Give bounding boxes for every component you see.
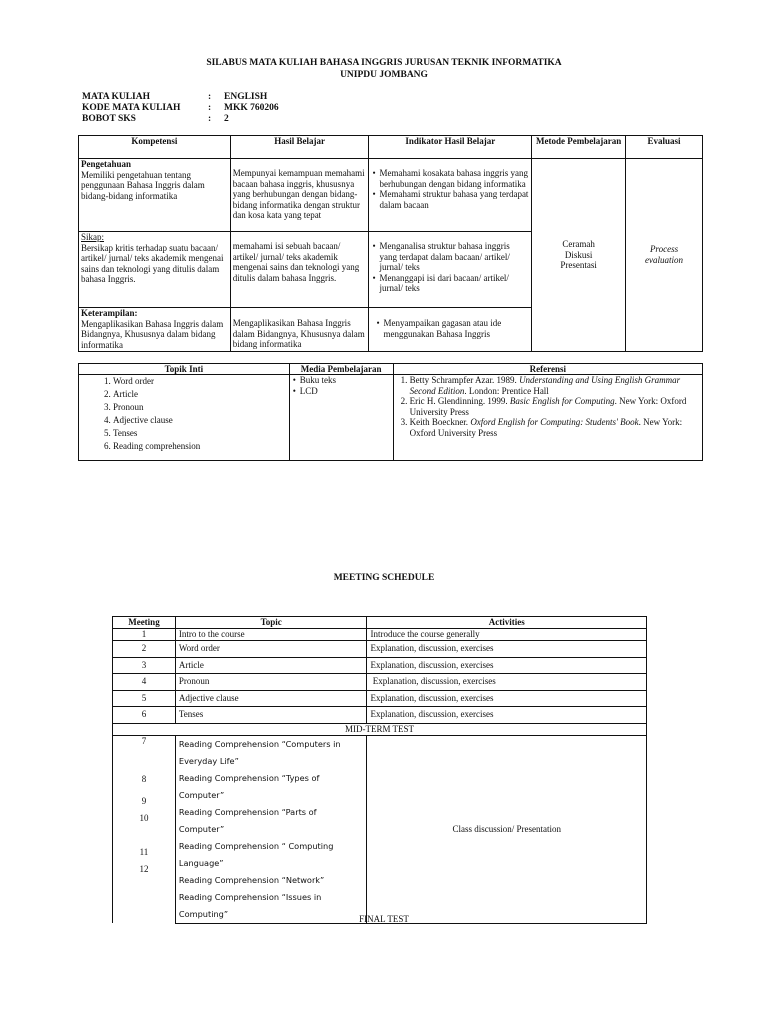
reference-item: 2. Eric H. Glendinning. 1999. Basic English for Computing. New York: Oxford University Press xyxy=(410,396,700,417)
schedule-row: 6 Tenses Explanation, discussion, exercises xyxy=(113,707,647,724)
topic-item: 6. Reading comprehension xyxy=(113,440,287,453)
header-meeting: Meeting xyxy=(113,617,176,629)
topic-item: 4. Adjective clause xyxy=(113,414,287,427)
reference-item: 1. Betty Schrampfer Azar. 1989. Understanding and Using English Grammar Second Edition. London: Prentice Hall xyxy=(410,375,700,396)
reading-topic: Computing” xyxy=(178,908,229,919)
schedule-title: MEETING SCHEDULE xyxy=(333,573,435,583)
metode-cell: Ceramah Diskusi Presentasi xyxy=(532,159,626,352)
resources-header-row xyxy=(79,364,703,375)
referensi-cell xyxy=(393,375,702,461)
meta-value: 2 xyxy=(224,114,229,124)
header-activities: Activities xyxy=(367,617,647,629)
meta-row-course: MATA KULIAH : ENGLISH xyxy=(82,92,268,102)
schedule-row-reading: 7 8 9 10 11 12 Reading Comprehension “Computers in Everyday Life” Reading Comprehension “Types of Computer” Reading Comprehension “Parts of Computer” Reading Comprehension “ Computing Language” Reading Comprehension “Network” Reading Comprehension “Issues in Computing” Class discussion/ Presentation xyxy=(113,735,647,923)
topic-item: 3. Pronoun xyxy=(113,401,287,414)
hasil-cell: memahami isi sebuah bacaan/ artikel/ jurnal/ teks akademik mengenai sains dan teknologi yang ditulis dalam bahasa Inggris. xyxy=(230,232,369,308)
indikator-item: • Memahami struktur bahasa yang terdapat dalam bacaan xyxy=(379,189,529,210)
header-topik-inti: Topik Inti xyxy=(79,364,290,375)
schedule-row: 3 Article Explanation, discussion, exercises xyxy=(113,657,647,674)
hasil-cell: Mengaplikasikan Bahasa Inggris dalam Bidangnya, Khususnya dalam bidang informatika xyxy=(230,308,369,352)
mid-term-row: MID-TERM TEST xyxy=(113,723,647,735)
resources-table xyxy=(78,363,703,461)
header-media: Media Pembelajaran xyxy=(289,364,393,375)
topik-cell xyxy=(79,375,290,461)
kompetensi-cell: Sikap: Bersikap kritis terhadap suatu bacaan/ artikel/ jurnal/ teks akademik mengenai sains dan teknologi yang ditulis dalam bahasa Inggris. xyxy=(79,232,231,308)
kompetensi-cell: Keterampilan: Mengaplikasikan Bahasa Inggris dalam Bidangnya, Khususnya dalam bidang informatika xyxy=(79,308,231,352)
meta-row-credits: BOBOT SKS : 2 xyxy=(82,114,229,124)
header-metode: Metode Pembelajaran xyxy=(532,136,626,159)
header-indikator: Indikator Hasil Belajar xyxy=(369,136,532,159)
resources-body-row xyxy=(79,375,703,461)
topic-item: 1. Word order xyxy=(113,375,287,388)
header-kompetensi: Kompetensi xyxy=(79,136,231,159)
header-referensi: Referensi xyxy=(393,364,702,375)
reading-topic: Reading Comprehension “Types of xyxy=(178,772,320,783)
class-activity-cell: Class discussion/ Presentation xyxy=(367,735,647,923)
schedule-table xyxy=(112,616,647,924)
meta-label: KODE MATA KULIAH xyxy=(82,103,181,113)
media-item: • LCD xyxy=(300,386,391,397)
meta-value: MKK 760206 xyxy=(224,103,279,113)
reading-topic: Reading Comprehension “Network” xyxy=(178,874,325,885)
media-cell xyxy=(289,375,393,461)
topic-item: 2. Article xyxy=(113,388,287,401)
schedule-row: 1 Intro to the course Introduce the course generally xyxy=(113,629,647,641)
indikator-cell xyxy=(369,308,532,352)
indikator-cell xyxy=(369,232,532,308)
indikator-cell xyxy=(369,159,532,232)
meta-label: BOBOT SKS xyxy=(82,114,136,124)
reading-topic: Reading Comprehension “ Computing xyxy=(178,840,334,851)
syllabus-table xyxy=(78,135,703,352)
institution-name: UNIPDU JOMBANG xyxy=(340,70,428,80)
meta-value: ENGLISH xyxy=(224,92,268,102)
hasil-cell: Mempunyai kemampuan memahami bacaan bahasa inggris, khususnya yang berhubungan dengan bidang-bidang informatika dengan struktur dan kosa kata yang tepat xyxy=(230,159,369,232)
schedule-row: 4 Pronoun Explanation, discussion, exercises xyxy=(113,674,647,691)
reading-topics-cell xyxy=(175,735,367,923)
schedule-header-row xyxy=(113,617,647,629)
media-item: • Buku teks xyxy=(300,375,391,386)
meta-row-code: KODE MATA KULIAH : MKK 760206 xyxy=(82,103,279,113)
final-test-label: FINAL TEST xyxy=(359,914,409,924)
syllabus-row-pengetahuan xyxy=(79,159,703,232)
evaluasi-cell: Process evaluation xyxy=(626,159,703,352)
reading-topic: Reading Comprehension “Parts of Computer” xyxy=(178,806,317,834)
schedule-row: 5 Adjective clause Explanation, discussion, exercises xyxy=(113,690,647,707)
document-title: SILABUS MATA KULIAH BAHASA INGGRIS JURUSAN TEKNIK INFORMATIKA xyxy=(206,58,562,68)
schedule-row: 2 Word order Explanation, discussion, exercises xyxy=(113,641,647,658)
reading-topic: Reading Comprehension “Computers in xyxy=(178,738,341,749)
syllabus-header-row xyxy=(79,136,703,159)
indikator-item: • Menganalisa struktur bahasa inggris yang terdapat dalam bacaan/ artikel/ jurnal/ teks xyxy=(379,241,529,273)
header-evaluasi: Evaluasi xyxy=(626,136,703,159)
reading-topic: Everyday Life” xyxy=(178,755,239,766)
indikator-item: • Menyampaikan gagasan atau ide menggunakan Bahasa Inggris xyxy=(383,318,529,339)
indikator-item: • Menanggapi isi dari bacaan/ artikel/ jurnal/ teks xyxy=(379,273,529,294)
meta-label: MATA KULIAH xyxy=(82,92,150,102)
reading-topic: Computer” xyxy=(178,789,225,800)
reference-item: 3. Keith Boeckner. Oxford English for Computing: Students' Book. New York: Oxford University Press xyxy=(410,417,700,438)
indikator-item: • Memahami kosakata bahasa inggris yang berhubungan dengan bidang informatika xyxy=(379,168,529,189)
reading-topic: Reading Comprehension “Issues in xyxy=(178,891,322,902)
header-topic: Topic xyxy=(175,617,367,629)
kompetensi-cell: Pengetahuan Memiliki pengetahuan tentang penggunaan Bahasa Inggris dalam bidang-bidang informatika xyxy=(79,159,231,232)
reading-topic: Language” xyxy=(178,857,224,868)
header-hasil-belajar: Hasil Belajar xyxy=(230,136,369,159)
topic-item: 5. Tenses xyxy=(113,427,287,440)
